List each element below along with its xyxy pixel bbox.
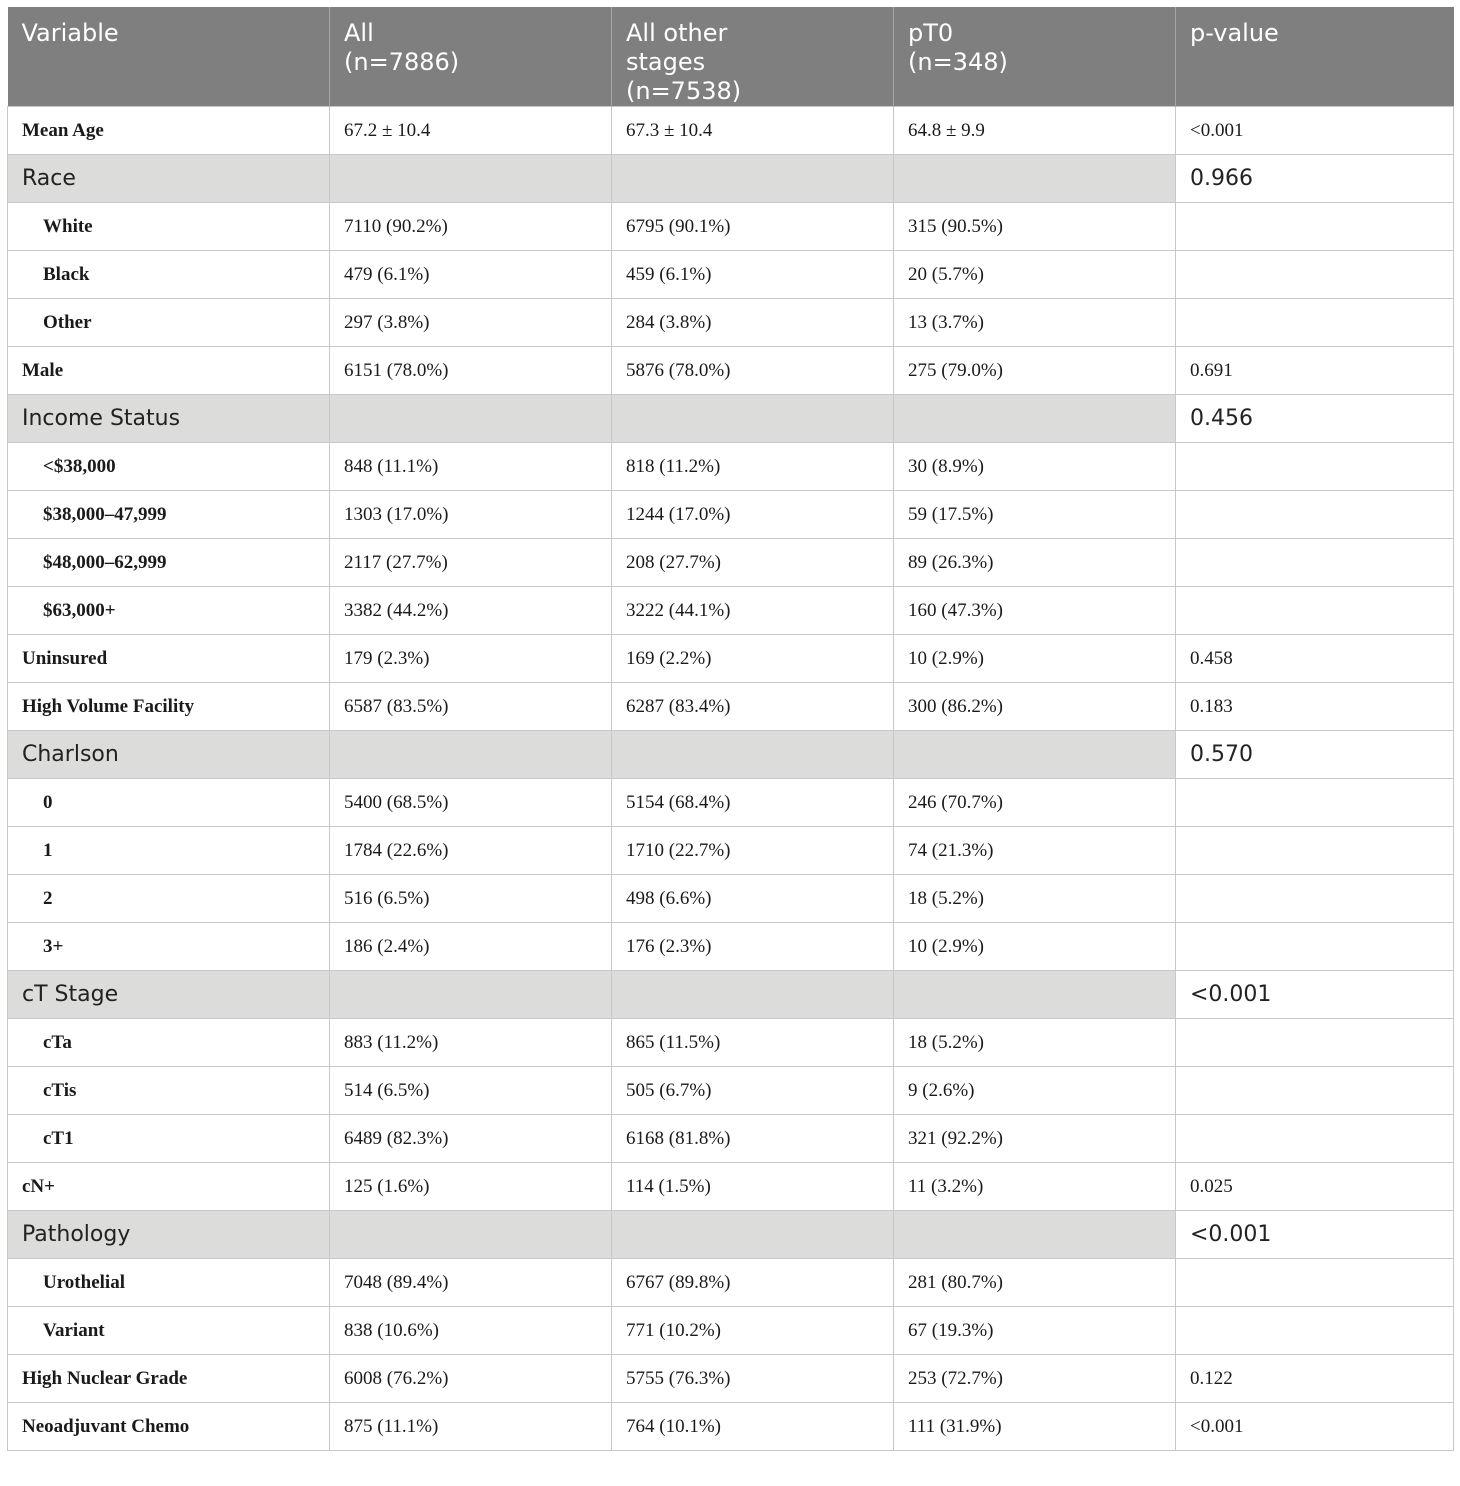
p-value-cell <box>1176 779 1454 827</box>
group-row <box>8 731 1454 779</box>
pt0-cell: 10 (2.9%) <box>894 923 1176 971</box>
other-stages-cell: 67.3 ± 10.4 <box>612 107 894 155</box>
other-stages-cell: 865 (11.5%) <box>612 1019 894 1067</box>
all-cell: 6151 (78.0%) <box>330 347 612 395</box>
variable-cell: 3+ <box>8 923 330 971</box>
all-cell: 5400 (68.5%) <box>330 779 612 827</box>
header-p-value: p-value <box>1176 7 1454 107</box>
p-value-cell: 0.456 <box>1176 395 1454 443</box>
other-stages-cell <box>612 155 894 203</box>
variable-cell: cTis <box>8 1067 330 1115</box>
other-stages-cell: 498 (6.6%) <box>612 875 894 923</box>
table-row <box>8 539 1454 587</box>
table-row <box>8 1163 1454 1211</box>
other-stages-cell: 284 (3.8%) <box>612 299 894 347</box>
all-cell: 516 (6.5%) <box>330 875 612 923</box>
variable-cell: Charlson <box>8 731 330 779</box>
p-value-cell <box>1176 827 1454 875</box>
all-cell <box>330 731 612 779</box>
header-pt0: pT0 (n=348) <box>894 7 1176 107</box>
p-value-cell: <0.001 <box>1176 1211 1454 1259</box>
p-value-cell <box>1176 299 1454 347</box>
pt0-cell: 246 (70.7%) <box>894 779 1176 827</box>
variable-cell: Mean Age <box>8 107 330 155</box>
pt0-cell: 18 (5.2%) <box>894 1019 1176 1067</box>
p-value-cell <box>1176 923 1454 971</box>
header-row <box>8 7 1454 107</box>
other-stages-cell <box>612 971 894 1019</box>
other-stages-cell: 169 (2.2%) <box>612 635 894 683</box>
table-row <box>8 875 1454 923</box>
all-cell: 6587 (83.5%) <box>330 683 612 731</box>
other-stages-cell <box>612 395 894 443</box>
other-stages-cell: 459 (6.1%) <box>612 251 894 299</box>
all-cell: 514 (6.5%) <box>330 1067 612 1115</box>
group-row <box>8 971 1454 1019</box>
all-cell: 186 (2.4%) <box>330 923 612 971</box>
other-stages-cell: 505 (6.7%) <box>612 1067 894 1115</box>
p-value-cell: <0.001 <box>1176 107 1454 155</box>
pt0-cell: 315 (90.5%) <box>894 203 1176 251</box>
all-cell <box>330 971 612 1019</box>
variable-cell: Neoadjuvant Chemo <box>8 1403 330 1451</box>
pt0-cell: 9 (2.6%) <box>894 1067 1176 1115</box>
other-stages-cell: 6287 (83.4%) <box>612 683 894 731</box>
header-variable: Variable <box>8 7 330 107</box>
all-cell: 1784 (22.6%) <box>330 827 612 875</box>
other-stages-cell: 6168 (81.8%) <box>612 1115 894 1163</box>
pt0-cell: 253 (72.7%) <box>894 1355 1176 1403</box>
all-cell: 6008 (76.2%) <box>330 1355 612 1403</box>
all-cell: 1303 (17.0%) <box>330 491 612 539</box>
pt0-cell <box>894 971 1176 1019</box>
variable-cell: Other <box>8 299 330 347</box>
other-stages-cell: 6767 (89.8%) <box>612 1259 894 1307</box>
group-row <box>8 155 1454 203</box>
variable-cell: cN+ <box>8 1163 330 1211</box>
pt0-cell: 64.8 ± 9.9 <box>894 107 1176 155</box>
table-row <box>8 779 1454 827</box>
table-row <box>8 1403 1454 1451</box>
pt0-cell: 67 (19.3%) <box>894 1307 1176 1355</box>
all-cell: 848 (11.1%) <box>330 443 612 491</box>
other-stages-cell: 1710 (22.7%) <box>612 827 894 875</box>
other-stages-cell <box>612 731 894 779</box>
other-stages-cell: 176 (2.3%) <box>612 923 894 971</box>
table-row <box>8 1307 1454 1355</box>
variable-cell: $48,000–62,999 <box>8 539 330 587</box>
all-cell: 125 (1.6%) <box>330 1163 612 1211</box>
p-value-cell <box>1176 203 1454 251</box>
other-stages-cell: 5755 (76.3%) <box>612 1355 894 1403</box>
variable-cell: Urothelial <box>8 1259 330 1307</box>
pt0-cell <box>894 155 1176 203</box>
variable-cell: cT1 <box>8 1115 330 1163</box>
pt0-cell: 30 (8.9%) <box>894 443 1176 491</box>
table-row <box>8 923 1454 971</box>
other-stages-cell: 6795 (90.1%) <box>612 203 894 251</box>
pt0-cell <box>894 731 1176 779</box>
p-value-cell: <0.001 <box>1176 1403 1454 1451</box>
variable-cell: cTa <box>8 1019 330 1067</box>
table-row <box>8 1115 1454 1163</box>
table-row <box>8 1355 1454 1403</box>
all-cell: 67.2 ± 10.4 <box>330 107 612 155</box>
pt0-cell: 281 (80.7%) <box>894 1259 1176 1307</box>
table-row <box>8 635 1454 683</box>
header-all: All (n=7886) <box>330 7 612 107</box>
table-row <box>8 299 1454 347</box>
pt0-cell: 18 (5.2%) <box>894 875 1176 923</box>
all-cell: 7048 (89.4%) <box>330 1259 612 1307</box>
p-value-cell <box>1176 1067 1454 1115</box>
pt0-cell: 74 (21.3%) <box>894 827 1176 875</box>
p-value-cell <box>1176 587 1454 635</box>
p-value-cell: 0.122 <box>1176 1355 1454 1403</box>
p-value-cell: 0.458 <box>1176 635 1454 683</box>
variable-cell: Income Status <box>8 395 330 443</box>
pt0-cell: 160 (47.3%) <box>894 587 1176 635</box>
other-stages-cell <box>612 1211 894 1259</box>
variable-cell: 2 <box>8 875 330 923</box>
data-table <box>7 7 1454 1451</box>
table-row <box>8 1019 1454 1067</box>
table-row <box>8 587 1454 635</box>
all-cell: 883 (11.2%) <box>330 1019 612 1067</box>
p-value-cell <box>1176 1115 1454 1163</box>
variable-cell: Race <box>8 155 330 203</box>
variable-cell: 0 <box>8 779 330 827</box>
p-value-cell: 0.691 <box>1176 347 1454 395</box>
other-stages-cell: 208 (27.7%) <box>612 539 894 587</box>
pt0-cell <box>894 395 1176 443</box>
table-row <box>8 107 1454 155</box>
other-stages-cell: 5154 (68.4%) <box>612 779 894 827</box>
table-row <box>8 827 1454 875</box>
variable-cell: Pathology <box>8 1211 330 1259</box>
pt0-cell: 89 (26.3%) <box>894 539 1176 587</box>
all-cell: 179 (2.3%) <box>330 635 612 683</box>
p-value-cell <box>1176 1259 1454 1307</box>
variable-cell: 1 <box>8 827 330 875</box>
pt0-cell: 275 (79.0%) <box>894 347 1176 395</box>
other-stages-cell: 764 (10.1%) <box>612 1403 894 1451</box>
p-value-cell: <0.001 <box>1176 971 1454 1019</box>
p-value-cell <box>1176 1307 1454 1355</box>
pt0-cell: 300 (86.2%) <box>894 683 1176 731</box>
p-value-cell <box>1176 251 1454 299</box>
table-row <box>8 347 1454 395</box>
group-row <box>8 1211 1454 1259</box>
p-value-cell: 0.570 <box>1176 731 1454 779</box>
all-cell: 838 (10.6%) <box>330 1307 612 1355</box>
table-row <box>8 203 1454 251</box>
p-value-cell: 0.966 <box>1176 155 1454 203</box>
pt0-cell <box>894 1211 1176 1259</box>
pt0-cell: 321 (92.2%) <box>894 1115 1176 1163</box>
pt0-cell: 10 (2.9%) <box>894 635 1176 683</box>
p-value-cell <box>1176 875 1454 923</box>
all-cell: 875 (11.1%) <box>330 1403 612 1451</box>
p-value-cell <box>1176 539 1454 587</box>
pt0-cell: 13 (3.7%) <box>894 299 1176 347</box>
variable-cell: <$38,000 <box>8 443 330 491</box>
other-stages-cell: 771 (10.2%) <box>612 1307 894 1355</box>
all-cell: 2117 (27.7%) <box>330 539 612 587</box>
all-cell <box>330 395 612 443</box>
p-value-cell <box>1176 443 1454 491</box>
table-row <box>8 443 1454 491</box>
p-value-cell: 0.025 <box>1176 1163 1454 1211</box>
p-value-cell: 0.183 <box>1176 683 1454 731</box>
table-body <box>8 107 1454 1451</box>
all-cell <box>330 155 612 203</box>
variable-cell: $38,000–47,999 <box>8 491 330 539</box>
variable-cell: High Nuclear Grade <box>8 1355 330 1403</box>
other-stages-cell: 818 (11.2%) <box>612 443 894 491</box>
all-cell: 3382 (44.2%) <box>330 587 612 635</box>
pt0-cell: 11 (3.2%) <box>894 1163 1176 1211</box>
pt0-cell: 59 (17.5%) <box>894 491 1176 539</box>
p-value-cell <box>1176 1019 1454 1067</box>
group-row <box>8 395 1454 443</box>
all-cell: 6489 (82.3%) <box>330 1115 612 1163</box>
variable-cell: cT Stage <box>8 971 330 1019</box>
table-row <box>8 1067 1454 1115</box>
table-row <box>8 683 1454 731</box>
variable-cell: Variant <box>8 1307 330 1355</box>
variable-cell: Uninsured <box>8 635 330 683</box>
other-stages-cell: 1244 (17.0%) <box>612 491 894 539</box>
other-stages-cell: 3222 (44.1%) <box>612 587 894 635</box>
p-value-cell <box>1176 491 1454 539</box>
table-row <box>8 491 1454 539</box>
variable-cell: $63,000+ <box>8 587 330 635</box>
variable-cell: High Volume Facility <box>8 683 330 731</box>
variable-cell: White <box>8 203 330 251</box>
variable-cell: Black <box>8 251 330 299</box>
pt0-cell: 111 (31.9%) <box>894 1403 1176 1451</box>
header-all-other-stages: All other stages (n=7538) <box>612 7 894 107</box>
all-cell: 479 (6.1%) <box>330 251 612 299</box>
all-cell <box>330 1211 612 1259</box>
pt0-cell: 20 (5.7%) <box>894 251 1176 299</box>
other-stages-cell: 114 (1.5%) <box>612 1163 894 1211</box>
all-cell: 7110 (90.2%) <box>330 203 612 251</box>
table-row <box>8 251 1454 299</box>
variable-cell: Male <box>8 347 330 395</box>
table-row <box>8 1259 1454 1307</box>
all-cell: 297 (3.8%) <box>330 299 612 347</box>
other-stages-cell: 5876 (78.0%) <box>612 347 894 395</box>
